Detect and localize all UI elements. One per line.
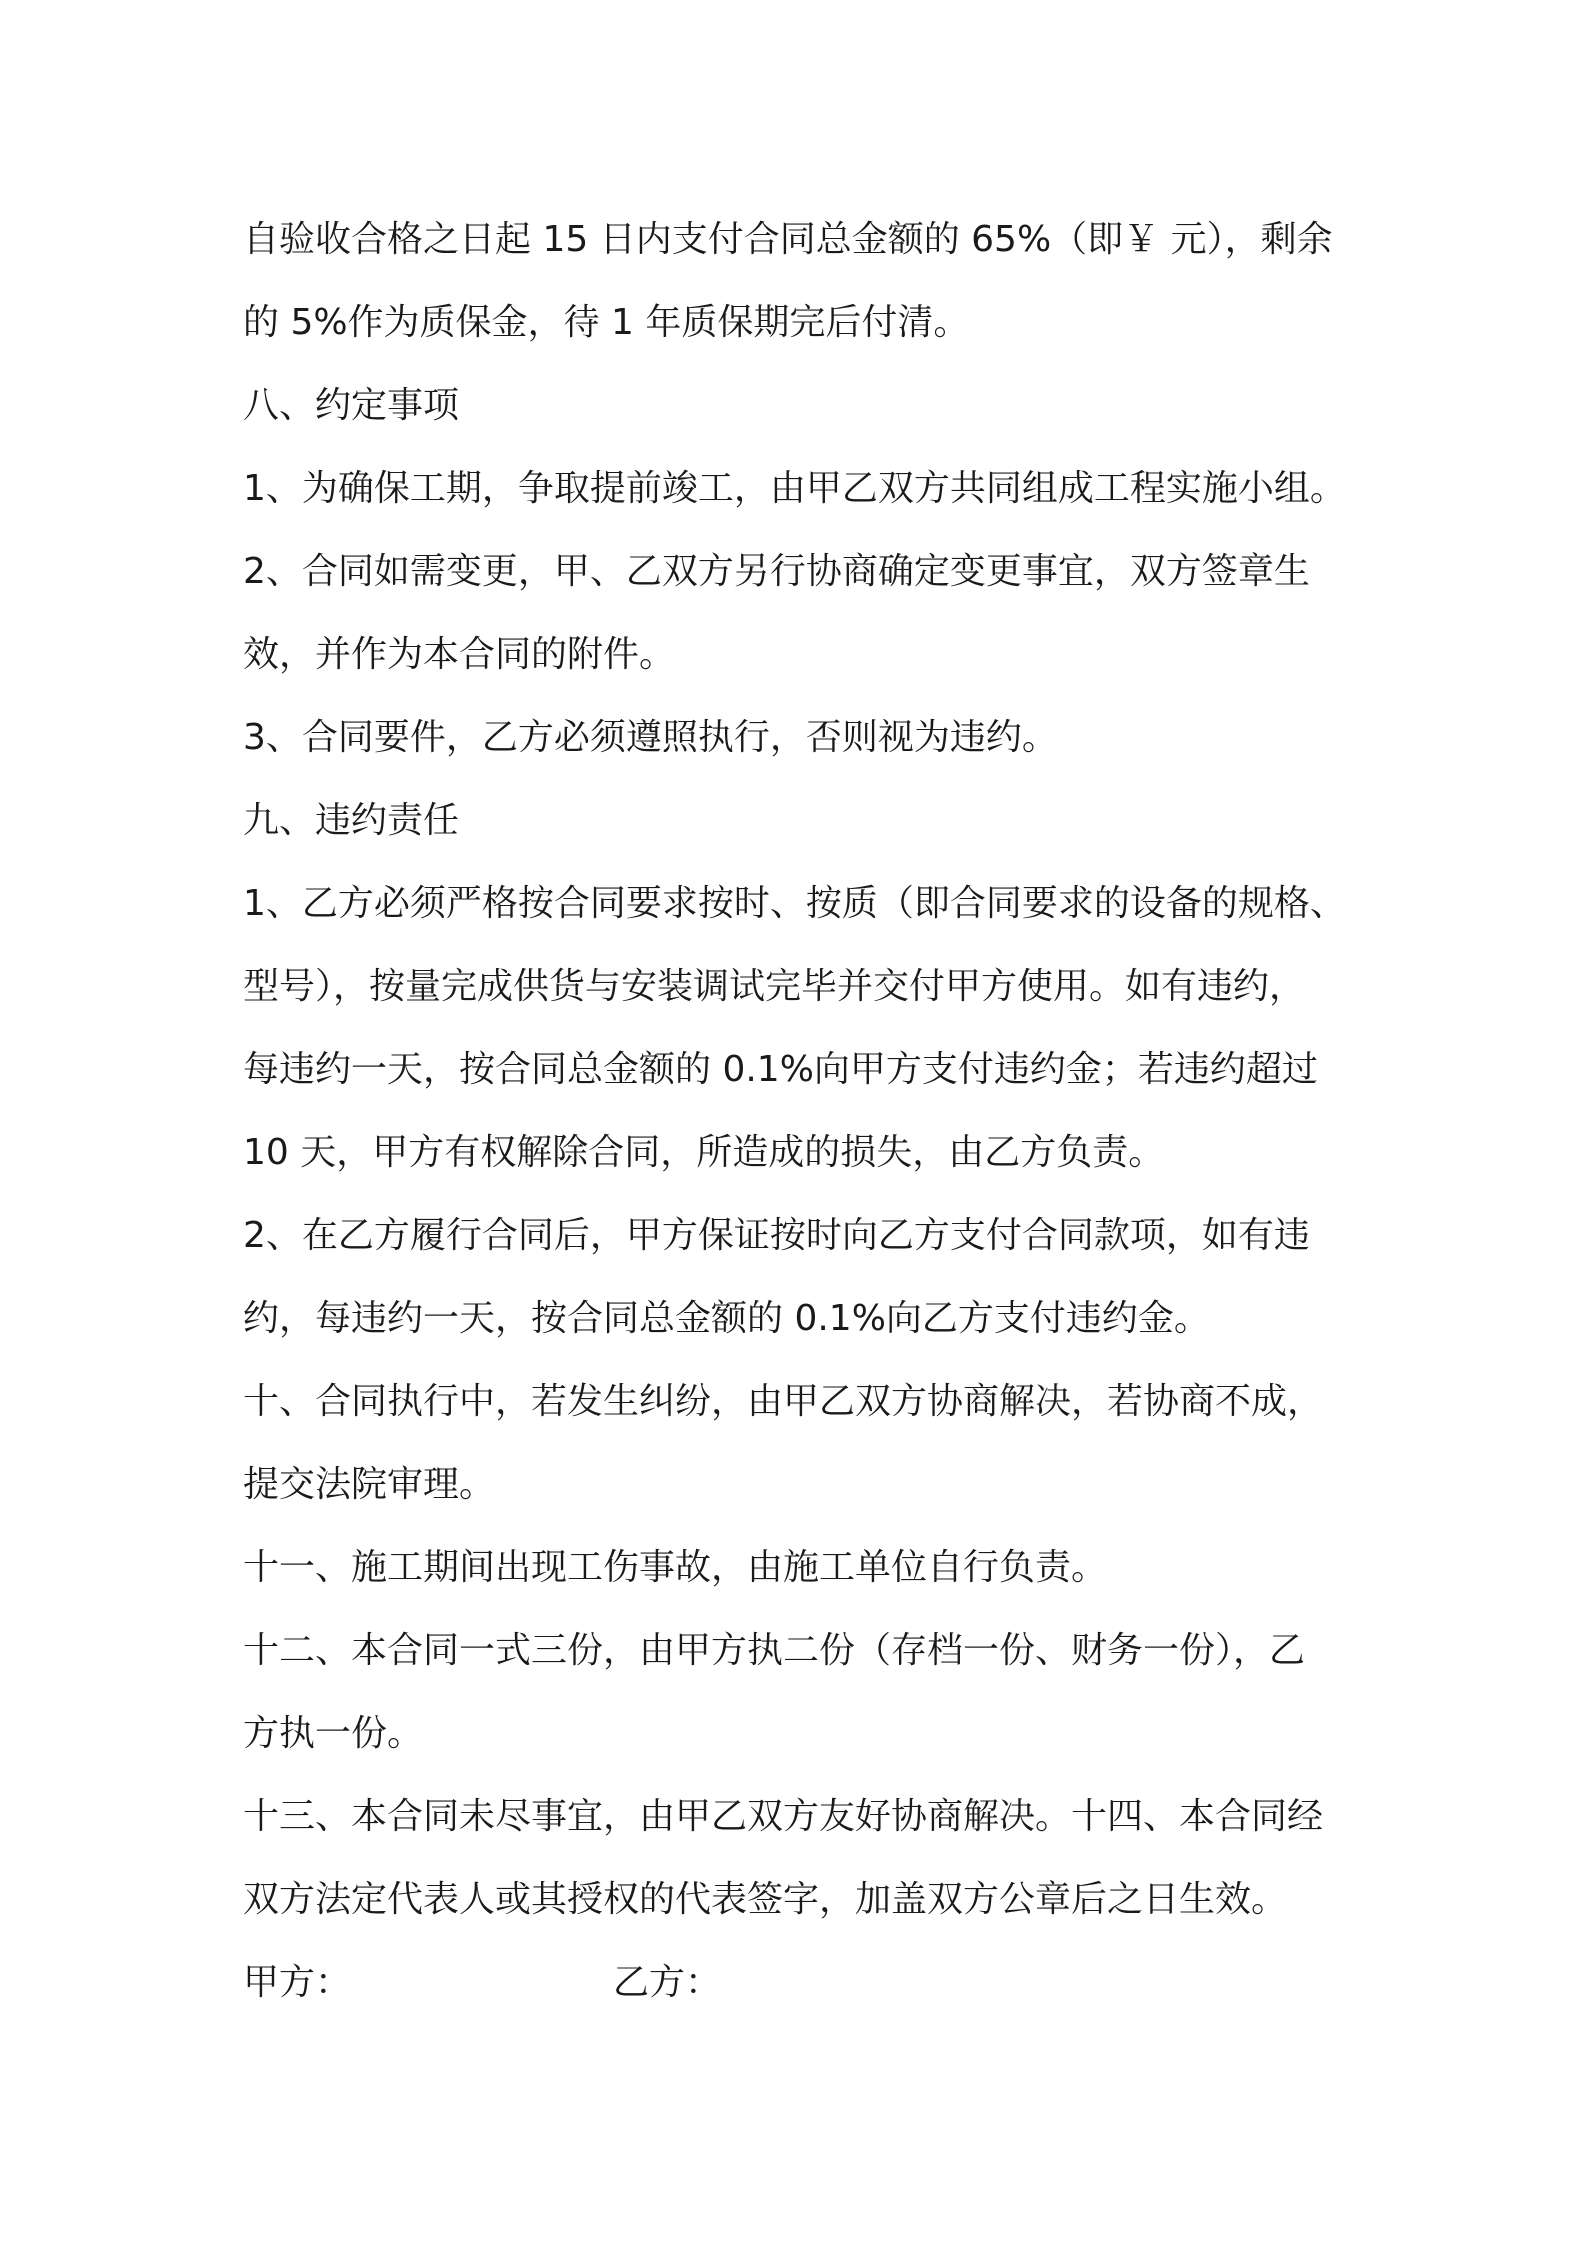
paragraph-line: 约，每违约一天，按合同总金额的 0.1%向乙方支付违约金。 bbox=[243, 1298, 1210, 1339]
party-b-label: 乙方： bbox=[613, 1962, 722, 2003]
paragraph-line: 十二、本合同一式三份，由甲方执二份（存档一份、财务一份），乙 bbox=[243, 1630, 1306, 1671]
paragraph-line: 1、乙方必须严格按合同要求按时、按质（即合同要求的设备的规格、 bbox=[243, 883, 1346, 924]
paragraph-line: 方执一份。 bbox=[243, 1713, 424, 1754]
paragraph-line: 的 5%作为质保金，待 1 年质保期完后付清。 bbox=[243, 302, 970, 343]
paragraph-line: 型号），按量完成供货与安装调试完毕并交付甲方使用。如有违约， bbox=[243, 966, 1306, 1007]
paragraph-line: 自验收合格之日起 15 日内支付合同总金额的 65%（即￥ 元），剩余 bbox=[243, 219, 1333, 260]
paragraph-line: 十一、施工期间出现工伤事故，由施工单位自行负责。 bbox=[243, 1547, 1108, 1588]
section-heading: 九、违约责任 bbox=[243, 800, 460, 841]
signature-row bbox=[243, 1941, 1373, 2024]
contract-text bbox=[243, 198, 1373, 2024]
paragraph-line: 2、在乙方履行合同后，甲方保证按时向乙方支付合同款项，如有违 bbox=[243, 1215, 1310, 1256]
paragraph-line: 十三、本合同未尽事宜，由甲乙双方友好协商解决。十四、本合同经 bbox=[243, 1796, 1324, 1837]
section-heading: 八、约定事项 bbox=[243, 385, 460, 426]
paragraph-line: 提交法院审理。 bbox=[243, 1464, 496, 1505]
party-a-label: 甲方： bbox=[243, 1962, 352, 2003]
paragraph-line: 每违约一天，按合同总金额的 0.1%向甲方支付违约金；若违约超过 bbox=[243, 1049, 1318, 1090]
paragraph-line: 10 天，甲方有权解除合同，所造成的损失，由乙方负责。 bbox=[243, 1132, 1165, 1173]
paragraph-line: 十、合同执行中，若发生纠纷，由甲乙双方协商解决，若协商不成， bbox=[243, 1381, 1324, 1422]
paragraph-line: 1、为确保工期，争取提前竣工，由甲乙双方共同组成工程实施小组。 bbox=[243, 468, 1346, 509]
paragraph-line: 3、合同要件，乙方必须遵照执行，否则视为违约。 bbox=[243, 717, 1058, 758]
paragraph-line: 2、合同如需变更，甲、乙双方另行协商确定变更事宜，双方签章生 bbox=[243, 551, 1310, 592]
paragraph-line: 效，并作为本合同的附件。 bbox=[243, 634, 676, 675]
paragraph-line: 双方法定代表人或其授权的代表签字，加盖双方公章后之日生效。 bbox=[243, 1879, 1288, 1920]
